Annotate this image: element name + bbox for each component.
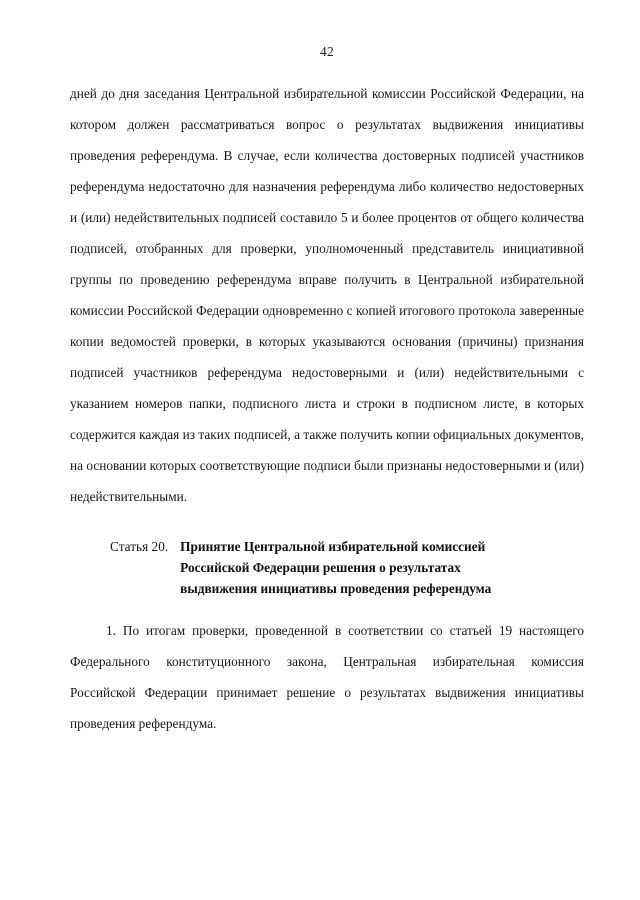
paragraph-continued: дней до дня заседания Центральной избирательной комиссии Российской Федерации, на котором должен рассматриваться вопрос о результатах выдвижения инициативы проведения референдума. В случае, если количества достоверных подписей участников референдума недостаточно для назначения референдума либо количество недостоверных и (или) недействительных подписей составило 5 и более процентов от общего количества подписей, отобранных для проверки, уполномоченный представитель инициативной группы по проведению референдума вправе получить в Центральной избирательной комиссии Российской Федерации одновременно с копией итогового протокола заверенные копии ведомостей проверки, в которых указываются основания (причины) признания подписей участников референдума недостоверными и (или) недействительными с указанием номеров папки, подписного листа и строки в подписном листе, в которых содержится каждая из таких подписей, а также получить копии официальных документов, на основании которых соответствующие подписи были признаны недостоверными и (или) недействительными. (70, 86, 584, 504)
article-title: Принятие Центральной избирательной комиссией Российской Федерации решения о результатах выдвижения инициативы проведения референдума (180, 539, 492, 596)
article-label: Статья 20. (110, 539, 169, 554)
article-heading (70, 536, 584, 599)
paragraph-item-1: 1. По итогам проверки, проведенной в соответствии со статьей 19 настоящего Федерального конституционного закона, Центральная избирательная комиссия Российской Федерации принимает решение о результатах выдвижения инициативы проведения референдума. (70, 623, 584, 731)
page-number: 42 (320, 44, 334, 59)
